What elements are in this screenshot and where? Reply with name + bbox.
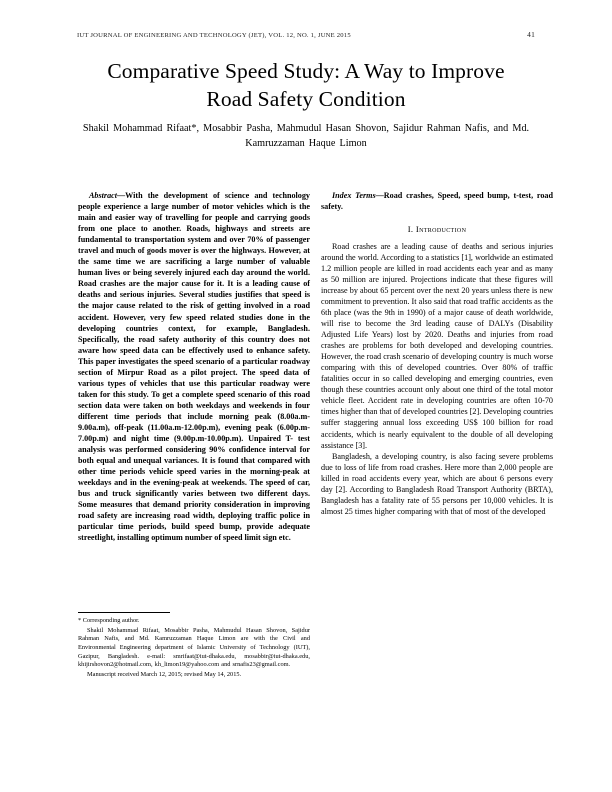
abstract-label: Abstract bbox=[89, 191, 117, 200]
body-paragraph: Road crashes are a leading cause of deaths and serious injuries around the world. According to a statistics [1], worldwide an estimated 1.2 million people are killed in road accidents each year and as many as 50 million are injured. Projections indicate that these figures will increase by about 65 percent over the next 20 years unless there is new commitment to prevention. It also said that road traffic accidents as the 6th place (was the 9th in 1990) of a major cause of death worldwide, will rise to become the 3rd leading cause of DALYs (Disability Adjusted Life Years) lost by 2020. Deaths and injuries from road crashes are problems for both developed and developing countries. However, the road crash scenario of developing country is much worse comparing with this of developed countries. Over 80% of traffic fatalities occur in so called developing and emerging countries, even though these countries account only about one third of the total motor vehicle fleet. Accident rate in developing countries are often 10-70 times higher than that of developed countries [2]. Developing countries suffer staggering annual loss exceeding US$ 100 billion for road accidents, which is nearly equivalent to the double of all developing assistance [3]. bbox=[321, 241, 553, 450]
index-terms-text: —Road crashes, Speed, speed bump, t-test, road safety. bbox=[321, 191, 553, 212]
index-terms-label: Index Terms bbox=[332, 191, 376, 200]
abstract-text: —With the development of science and technology people experience a large number of motor vehicles which is the main and easier way of travelling for people and carrying goods from one place to another. Roads, highways and streets are fundamental to transportation system and over 70% of passenger travel and much of goods mover is over the highways. However, at the same time we are sacrificing a large number of valuable human lives or being severely injured each day around the world. Road crashes are the major cause for it. It is a leading cause of deaths and serious injuries. Several studies justifies that speed is the major cause related to the risk of getting involved in a road accident. However, very few speed related studies done in the developing countries context, for example, Bangladesh. Specifically, the road safety authority of this country does not aware how speed data can be effectively used to enhance safety. This paper investigates the speed scenario of a particular roadway section of Mirpur Road as a pilot project. The speed data of various types of vehicles that use this particular roadway were taken for this study. To get a complete speed scenario of this road section data were taken on both weekdays and weekends in four different time periods that include morning peak (8.00a.m-9.00a.m), off-peak (11.00a.m-12.00p.m), evening peak (6.00p.m-7.00p.m) and night time (9.00p.m-10.00p.m). Unpaired T- test analysis was performed considering 90% confidence interval for both equal and unequal variances. It is found that compared with other time periods vehicle speed varies in the morning-peak at weekdays and in the evening-peak at weekends. The speed of car, bus and truck significantly varies between two different days. Some measures that demand priority consideration in improving road safety are increasing road width, deploying traffic police in particular time periods, build speed bump, provide adequate streetlight, installing optimum number of speed limit sign etc. bbox=[78, 191, 310, 543]
column-left bbox=[78, 190, 310, 544]
author-affiliation-note: Shakil Mohammad Rifaat, Mosabbir Pasha, Mahmudul Hasan Shovon, Sajidur Rahman Nafis, and Md. Kamruzzaman Haque Limon are with the Civil and Environmental Engineering department of Islamic University of Technology (IUT), Gazipur, Bangladesh. e-mail: smrifaat@iut-dhaka.edu, mosabbir@iut-dhaka.edu, khijirshovon2@hotmail.com, kh_limon19@yahoo.com and srnafis23@gmail.com. bbox=[78, 626, 310, 669]
column-right bbox=[321, 190, 553, 517]
body-paragraph: Bangladesh, a developing country, is also facing severe problems due to loss of life from road crashes. Here more than 2,000 people are killed in road accidents every year, which are about 6 persons every day [2]. According to Bangladesh Road Transport Authority (BRTA), Bangladesh has a fatality rate of 55 persons per 10,000 vehicles. It is almost 25 times higher comparing with that of most of the developed bbox=[321, 451, 553, 516]
running-head bbox=[77, 30, 535, 39]
index-terms bbox=[321, 190, 553, 212]
journal-citation-line: IUT JOURNAL OF ENGINEERING AND TECHNOLOGY (JET), VOL. 12, NO. 1, JUNE 2015 bbox=[77, 32, 351, 39]
author-list: Shakil Mohammad Rifaat*, Mosabbir Pasha, Mahmudul Hasan Shovon, Sajidur Rahman Nafis, and Md. Kamruzzaman Haque Limon bbox=[82, 123, 530, 149]
page-title: Comparative Speed Study: A Way to Improve Road Safety Condition bbox=[107, 59, 505, 111]
corresponding-author-note: * Corresponding author. bbox=[78, 617, 140, 624]
footnote-block bbox=[78, 612, 310, 679]
footnote-divider bbox=[78, 612, 170, 613]
manuscript-dates-note: Manuscript received March 12, 2015; revised May 14, 2015. bbox=[87, 670, 242, 678]
abstract-paragraph bbox=[78, 190, 310, 544]
page-number: 41 bbox=[527, 30, 535, 39]
section-heading-introduction: I. Introduction bbox=[407, 224, 467, 235]
